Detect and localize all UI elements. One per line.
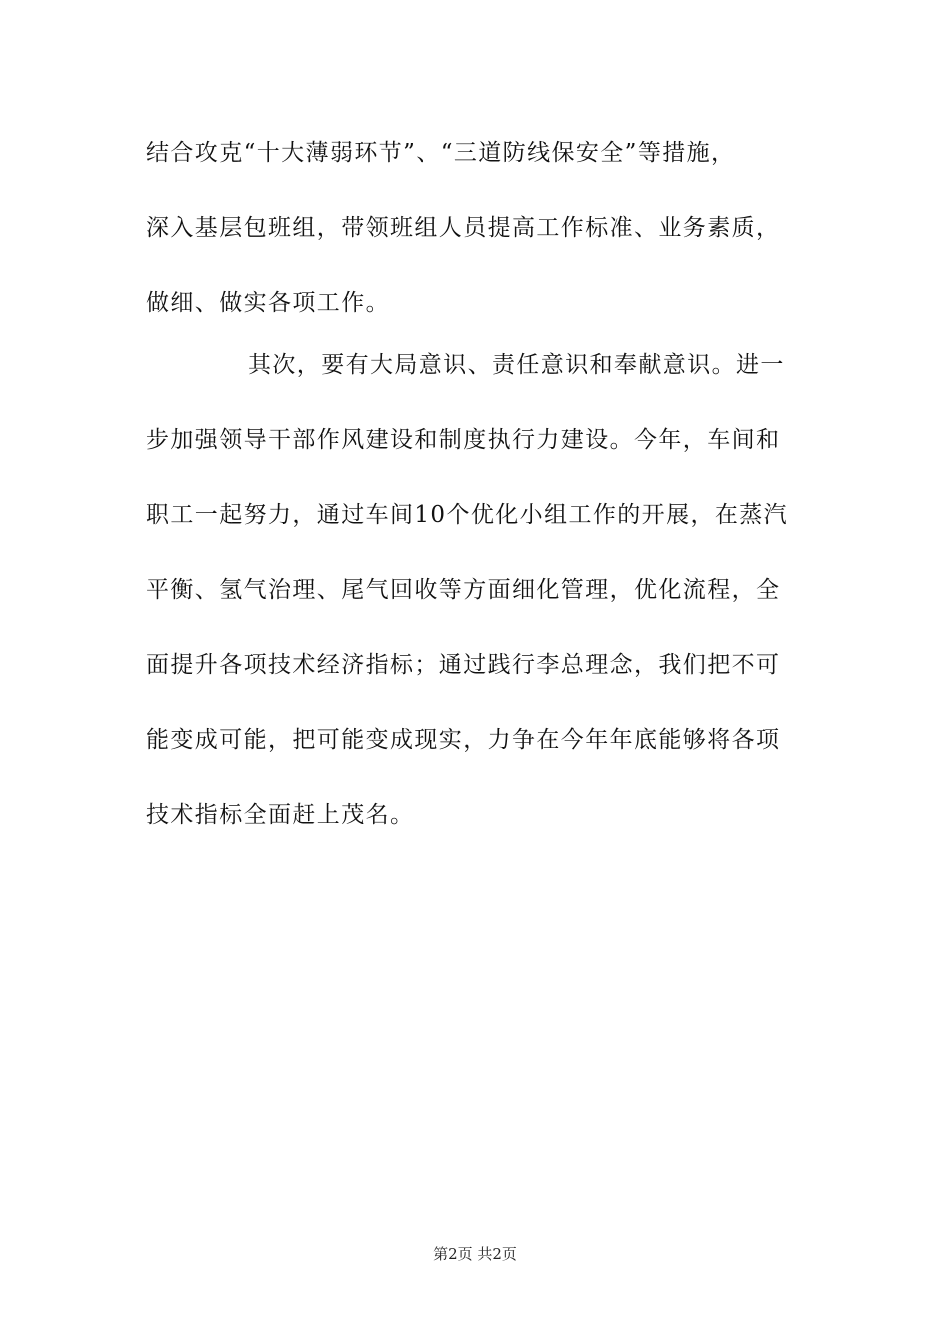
text-line: 深入基层包班组，带领班组人员提高工作标准、业务素质，	[146, 215, 781, 241]
text-line-indented: 其次，要有大局意识、责任意识和奉献意识。进一	[248, 352, 785, 378]
text-line: 平衡、氢气治理、尾气回收等方面细化管理，优化流程，全	[146, 577, 781, 603]
text-line: 职工一起努力，通过车间10个优化小组工作的开展，在蒸汽	[146, 502, 789, 528]
text-line: 面提升各项技术经济指标；通过践行李总理念，我们把不可	[146, 652, 781, 678]
text-line: 技术指标全面赶上茂名。	[146, 802, 415, 828]
text-line: 做细、做实各项工作。	[146, 290, 390, 316]
text-line: 能变成可能，把可能变成现实，力争在今年年底能够将各项	[146, 727, 781, 753]
text-line: 步加强领导干部作风建设和制度执行力建设。今年，车间和	[146, 427, 781, 453]
text-line: 结合攻克“十大薄弱环节”、“三道防线保安全”等措施，	[146, 140, 736, 166]
page-footer: 第2页 共2页	[433, 1245, 517, 1263]
